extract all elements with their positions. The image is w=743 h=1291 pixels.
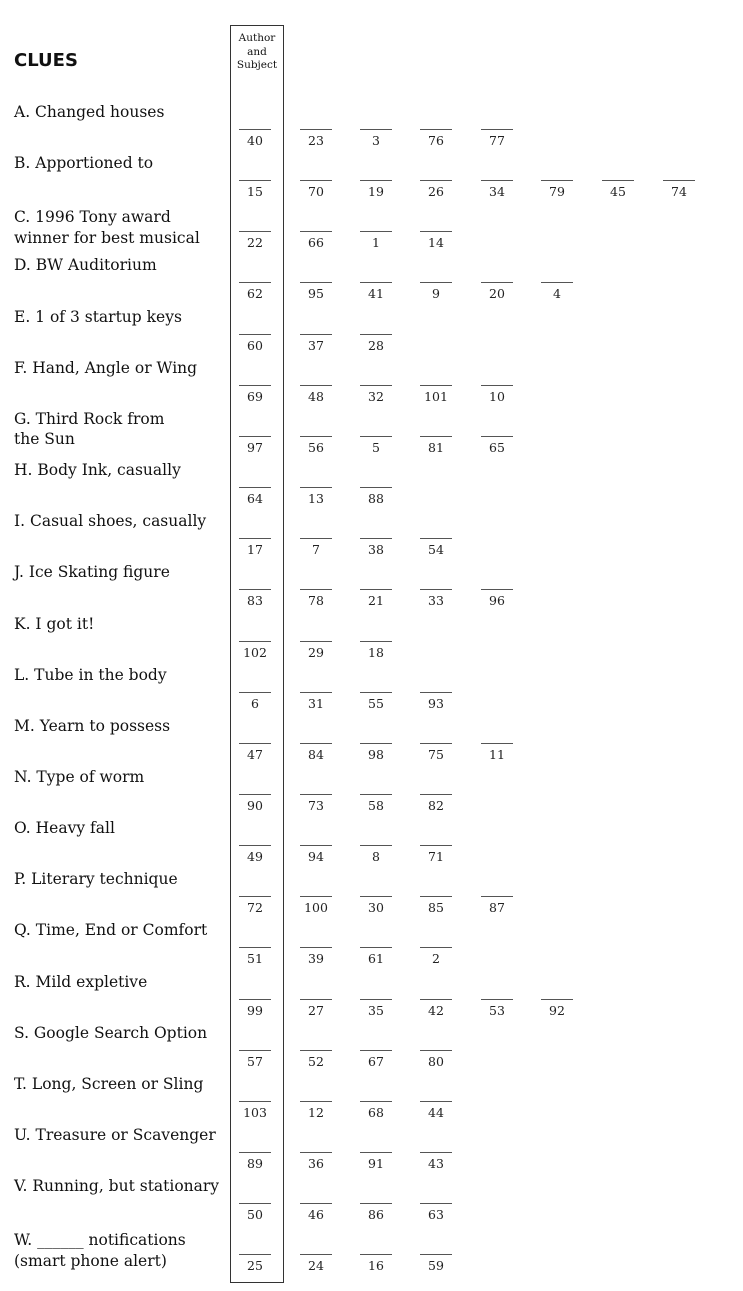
letter-number: 36 (308, 1156, 324, 1171)
letter-number: 63 (428, 1207, 444, 1223)
answer-blank[interactable] (239, 845, 271, 846)
letter-number: 48 (308, 388, 324, 404)
letter-number: 81 (428, 439, 444, 455)
answer-blank[interactable] (239, 1050, 271, 1051)
answer-blank[interactable] (420, 589, 452, 590)
clue-label: N. Type of worm (14, 767, 145, 786)
answer-blank[interactable] (360, 743, 392, 744)
letter-number: 66 (308, 235, 324, 251)
letter-number: 101 (424, 388, 448, 404)
letter-number: 82 (428, 797, 444, 813)
letter-number: 33 (428, 593, 444, 609)
answer-blank[interactable] (239, 538, 271, 539)
answer-blank[interactable] (602, 180, 634, 181)
letter-number: 35 (368, 1002, 384, 1018)
letter-number: 75 (428, 746, 444, 762)
answer-blank[interactable] (239, 180, 271, 181)
answer-blank[interactable] (360, 1203, 392, 1204)
letter-number: 87 (489, 900, 505, 916)
answer-blank[interactable] (360, 538, 392, 539)
letter-number: 40 (247, 133, 263, 148)
answer-blank[interactable] (420, 1203, 452, 1204)
answer-blank[interactable] (239, 1101, 271, 1102)
answer-blank[interactable] (420, 896, 452, 897)
clue-label: P. Literary technique (14, 870, 178, 889)
answer-blank[interactable] (300, 1254, 332, 1255)
letter-number: 2 (432, 951, 440, 967)
letter-number: 80 (428, 1053, 444, 1069)
answer-blank[interactable] (360, 1152, 392, 1153)
letter-number: 50 (247, 1207, 263, 1223)
answer-blank[interactable] (300, 231, 332, 232)
letter-number: 21 (368, 593, 384, 609)
letter-number: 49 (247, 849, 263, 865)
letter-number: 22 (247, 235, 263, 251)
letter-number: 5 (372, 439, 380, 455)
letter-number: 55 (368, 695, 384, 711)
letter-number: 64 (247, 491, 263, 507)
answer-blank[interactable] (300, 282, 332, 283)
letter-number: 91 (368, 1156, 384, 1171)
letter-number: 65 (489, 439, 505, 455)
letter-number: 24 (308, 1258, 324, 1274)
letter-number: 92 (549, 1002, 565, 1018)
letter-number: 96 (489, 593, 505, 609)
answer-blank[interactable] (300, 794, 332, 795)
letter-number: 61 (368, 951, 384, 967)
letter-number: 72 (247, 900, 263, 916)
clue-label: D. BW Auditorium (14, 256, 157, 275)
answer-blank[interactable] (360, 129, 392, 130)
clue-label: E. 1 of 3 startup keys (14, 307, 182, 326)
answer-blank[interactable] (360, 999, 392, 1000)
answer-blank[interactable] (420, 794, 452, 795)
clue-label: F. Hand, Angle or Wing (14, 358, 198, 377)
letter-number: 100 (304, 900, 328, 916)
answer-blank[interactable] (663, 180, 695, 181)
answer-blank[interactable] (360, 589, 392, 590)
answer-blank[interactable] (300, 999, 332, 1000)
letter-number: 53 (489, 1002, 505, 1018)
letter-number: 41 (368, 286, 384, 302)
letter-number: 69 (247, 388, 263, 404)
letter-number: 60 (247, 337, 263, 353)
clues-heading: CLUES (14, 50, 78, 71)
letter-number: 99 (247, 1002, 263, 1018)
answer-blank[interactable] (300, 1050, 332, 1051)
answer-blank[interactable] (360, 436, 392, 437)
letter-number: 46 (308, 1207, 324, 1223)
answer-blank[interactable] (541, 999, 573, 1000)
letter-number: 89 (247, 1156, 263, 1171)
answer-blank[interactable] (239, 743, 271, 744)
clue-label: J. Ice Skating figure (14, 563, 170, 582)
letter-number: 52 (308, 1053, 324, 1069)
letter-number: 28 (368, 337, 384, 353)
answer-blank[interactable] (420, 743, 452, 744)
answer-blank[interactable] (481, 896, 513, 897)
answer-blank[interactable] (420, 1254, 452, 1255)
letter-number: 23 (308, 133, 324, 148)
clue-label: V. Running, but stationary (14, 1177, 220, 1196)
answer-blank[interactable] (300, 1152, 332, 1153)
answer-blank[interactable] (239, 436, 271, 437)
letter-number: 77 (489, 133, 505, 148)
letter-number: 45 (610, 184, 626, 200)
answer-blank[interactable] (481, 436, 513, 437)
answer-blank[interactable] (420, 1050, 452, 1051)
letter-number: 16 (368, 1258, 384, 1274)
author-subject-column-title (231, 32, 283, 73)
answer-blank[interactable] (300, 180, 332, 181)
answer-blank[interactable] (420, 129, 452, 130)
letter-number: 18 (368, 644, 384, 660)
letter-number: 43 (428, 1156, 444, 1171)
letter-number: 25 (247, 1258, 263, 1274)
letter-number: 13 (308, 491, 324, 507)
letter-number: 1 (372, 235, 380, 251)
letter-number: 84 (308, 746, 324, 762)
answer-blank[interactable] (300, 743, 332, 744)
letter-number: 74 (671, 184, 687, 200)
letter-number: 15 (247, 184, 263, 200)
answer-blank[interactable] (300, 538, 332, 539)
answer-blank[interactable] (239, 282, 271, 283)
letter-number: 3 (372, 133, 380, 148)
letter-number: 26 (428, 184, 444, 200)
letter-number: 19 (368, 184, 384, 200)
letter-number: 56 (308, 439, 324, 455)
answer-blank[interactable] (300, 641, 332, 642)
clue-label: B. Apportioned to (14, 154, 154, 173)
letter-number: 86 (368, 1207, 384, 1223)
answer-blank[interactable] (360, 692, 392, 693)
answer-blank[interactable] (360, 641, 392, 642)
answer-blank[interactable] (300, 436, 332, 437)
answer-blank[interactable] (420, 999, 452, 1000)
answer-blank[interactable] (300, 947, 332, 948)
answer-blank[interactable] (239, 794, 271, 795)
answer-blank[interactable] (300, 129, 332, 130)
answer-blank[interactable] (420, 1101, 452, 1102)
letter-number: 76 (428, 133, 444, 148)
answer-blank[interactable] (481, 180, 513, 181)
answer-blank[interactable] (300, 896, 332, 897)
letter-number: 6 (251, 695, 259, 711)
letter-number: 7 (312, 542, 320, 558)
letter-number: 54 (428, 542, 444, 558)
letter-number: 78 (308, 593, 324, 609)
answer-blank[interactable] (239, 641, 271, 642)
answer-blank[interactable] (420, 538, 452, 539)
answer-blank[interactable] (360, 385, 392, 386)
answer-blank[interactable] (239, 385, 271, 386)
clue-label: R. Mild expletive (14, 972, 148, 991)
letter-number: 79 (549, 184, 565, 200)
letter-number: 93 (428, 695, 444, 711)
clue-label: L. Tube in the body (14, 665, 167, 684)
letter-number: 58 (368, 797, 384, 813)
answer-blank[interactable] (300, 1203, 332, 1204)
letter-number: 95 (308, 286, 324, 302)
letter-number: 62 (247, 286, 263, 302)
answer-blank[interactable] (239, 692, 271, 693)
letter-number: 94 (308, 849, 324, 865)
letter-number: 67 (368, 1053, 384, 1069)
letter-number: 71 (428, 849, 444, 865)
answer-blank[interactable] (481, 385, 513, 386)
clue-label: T. Long, Screen or Sling (14, 1074, 204, 1093)
clue-label: Q. Time, End or Comfort (14, 921, 208, 940)
clue-label: I. Casual shoes, casually (14, 512, 207, 531)
letter-number: 47 (247, 746, 263, 762)
answer-blank[interactable] (360, 1101, 392, 1102)
clue-label: W. ______ notifications (smart phone alert) (14, 1231, 186, 1270)
letter-number: 103 (243, 1104, 267, 1120)
answer-blank[interactable] (481, 282, 513, 283)
answer-blank[interactable] (481, 743, 513, 744)
letter-number: 59 (428, 1258, 444, 1274)
answer-blank[interactable] (239, 896, 271, 897)
answer-blank[interactable] (300, 385, 332, 386)
answer-blank[interactable] (420, 385, 452, 386)
answer-blank[interactable] (360, 794, 392, 795)
answer-blank[interactable] (481, 999, 513, 1000)
clue-label: U. Treasure or Scavenger (14, 1126, 216, 1144)
answer-blank[interactable] (360, 1050, 392, 1051)
answer-blank[interactable] (360, 947, 392, 948)
clue-label: M. Yearn to possess (14, 716, 171, 735)
letter-number: 31 (308, 695, 324, 711)
clue-label: S. Google Search Option (14, 1023, 208, 1042)
answer-blank[interactable] (420, 947, 452, 948)
letter-number: 83 (247, 593, 263, 609)
answer-blank[interactable] (420, 231, 452, 232)
clue-label: H. Body Ink, casually (14, 461, 181, 480)
answer-blank[interactable] (420, 180, 452, 181)
letter-number: 39 (308, 951, 324, 967)
letter-number: 17 (247, 542, 263, 558)
letter-number: 85 (428, 900, 444, 916)
answer-blank[interactable] (481, 589, 513, 590)
letter-number: 32 (368, 388, 384, 404)
letter-number: 14 (428, 235, 444, 251)
answer-blank[interactable] (300, 845, 332, 846)
answer-blank[interactable] (300, 487, 332, 488)
letter-number: 42 (428, 1002, 444, 1018)
answer-blank[interactable] (360, 845, 392, 846)
letter-number: 73 (308, 797, 324, 813)
letter-number: 88 (368, 491, 384, 507)
letter-number: 51 (247, 951, 263, 967)
letter-number: 97 (247, 439, 263, 455)
letter-number: 102 (243, 644, 267, 660)
answer-blank[interactable] (239, 589, 271, 590)
answer-blank[interactable] (300, 589, 332, 590)
letter-number: 34 (489, 184, 505, 200)
answer-blank[interactable] (360, 231, 392, 232)
letter-number: 68 (368, 1104, 384, 1120)
answer-blank[interactable] (300, 334, 332, 335)
column-title-line: Subject (236, 59, 278, 71)
answer-blank[interactable] (239, 231, 271, 232)
answer-blank[interactable] (360, 487, 392, 488)
letter-number: 8 (372, 849, 380, 865)
answer-blank[interactable] (420, 845, 452, 846)
clue-label: O. Heavy fall (14, 819, 115, 838)
answer-blank[interactable] (239, 947, 271, 948)
answer-blank[interactable] (239, 129, 271, 130)
letter-number: 11 (489, 746, 505, 762)
answer-blank[interactable] (360, 334, 392, 335)
answer-blank[interactable] (239, 1254, 271, 1255)
answer-blank[interactable] (360, 1254, 392, 1255)
answer-blank[interactable] (420, 1152, 452, 1153)
clue-label: A. Changed houses (14, 103, 165, 121)
letter-number: 30 (368, 900, 384, 916)
clue-label: K. I got it! (14, 614, 95, 633)
column-title-line: and (247, 45, 267, 58)
answer-blank[interactable] (239, 334, 271, 335)
letter-number: 12 (308, 1104, 324, 1120)
answer-blank[interactable] (420, 436, 452, 437)
answer-blank[interactable] (239, 1203, 271, 1204)
clue-label: C. 1996 Tony award winner for best musical (14, 208, 200, 247)
answer-blank[interactable] (360, 896, 392, 897)
answer-blank[interactable] (420, 692, 452, 693)
answer-blank[interactable] (360, 282, 392, 283)
letter-number: 9 (432, 286, 440, 302)
answer-blank[interactable] (239, 999, 271, 1000)
letter-number: 57 (247, 1053, 263, 1069)
answer-blank[interactable] (360, 180, 392, 181)
letter-number: 38 (368, 542, 384, 558)
answer-blank[interactable] (541, 180, 573, 181)
answer-blank[interactable] (420, 282, 452, 283)
answer-blank[interactable] (300, 692, 332, 693)
letter-number: 37 (308, 337, 324, 353)
letter-number: 27 (308, 1002, 324, 1018)
letter-number: 4 (553, 286, 561, 302)
answer-blank[interactable] (481, 129, 513, 130)
letter-number: 29 (308, 644, 324, 660)
letter-number: 10 (489, 388, 505, 404)
letter-number: 20 (489, 286, 505, 302)
letter-number: 98 (368, 746, 384, 762)
clue-label: G. Third Rock from the Sun (14, 409, 165, 449)
letter-number: 70 (308, 184, 324, 200)
column-title-line: Author (238, 32, 276, 44)
answer-blank[interactable] (239, 487, 271, 488)
answer-blank[interactable] (300, 1101, 332, 1102)
answer-blank[interactable] (541, 282, 573, 283)
answer-blank[interactable] (239, 1152, 271, 1153)
letter-number: 44 (428, 1104, 444, 1120)
letter-number: 90 (247, 797, 263, 813)
